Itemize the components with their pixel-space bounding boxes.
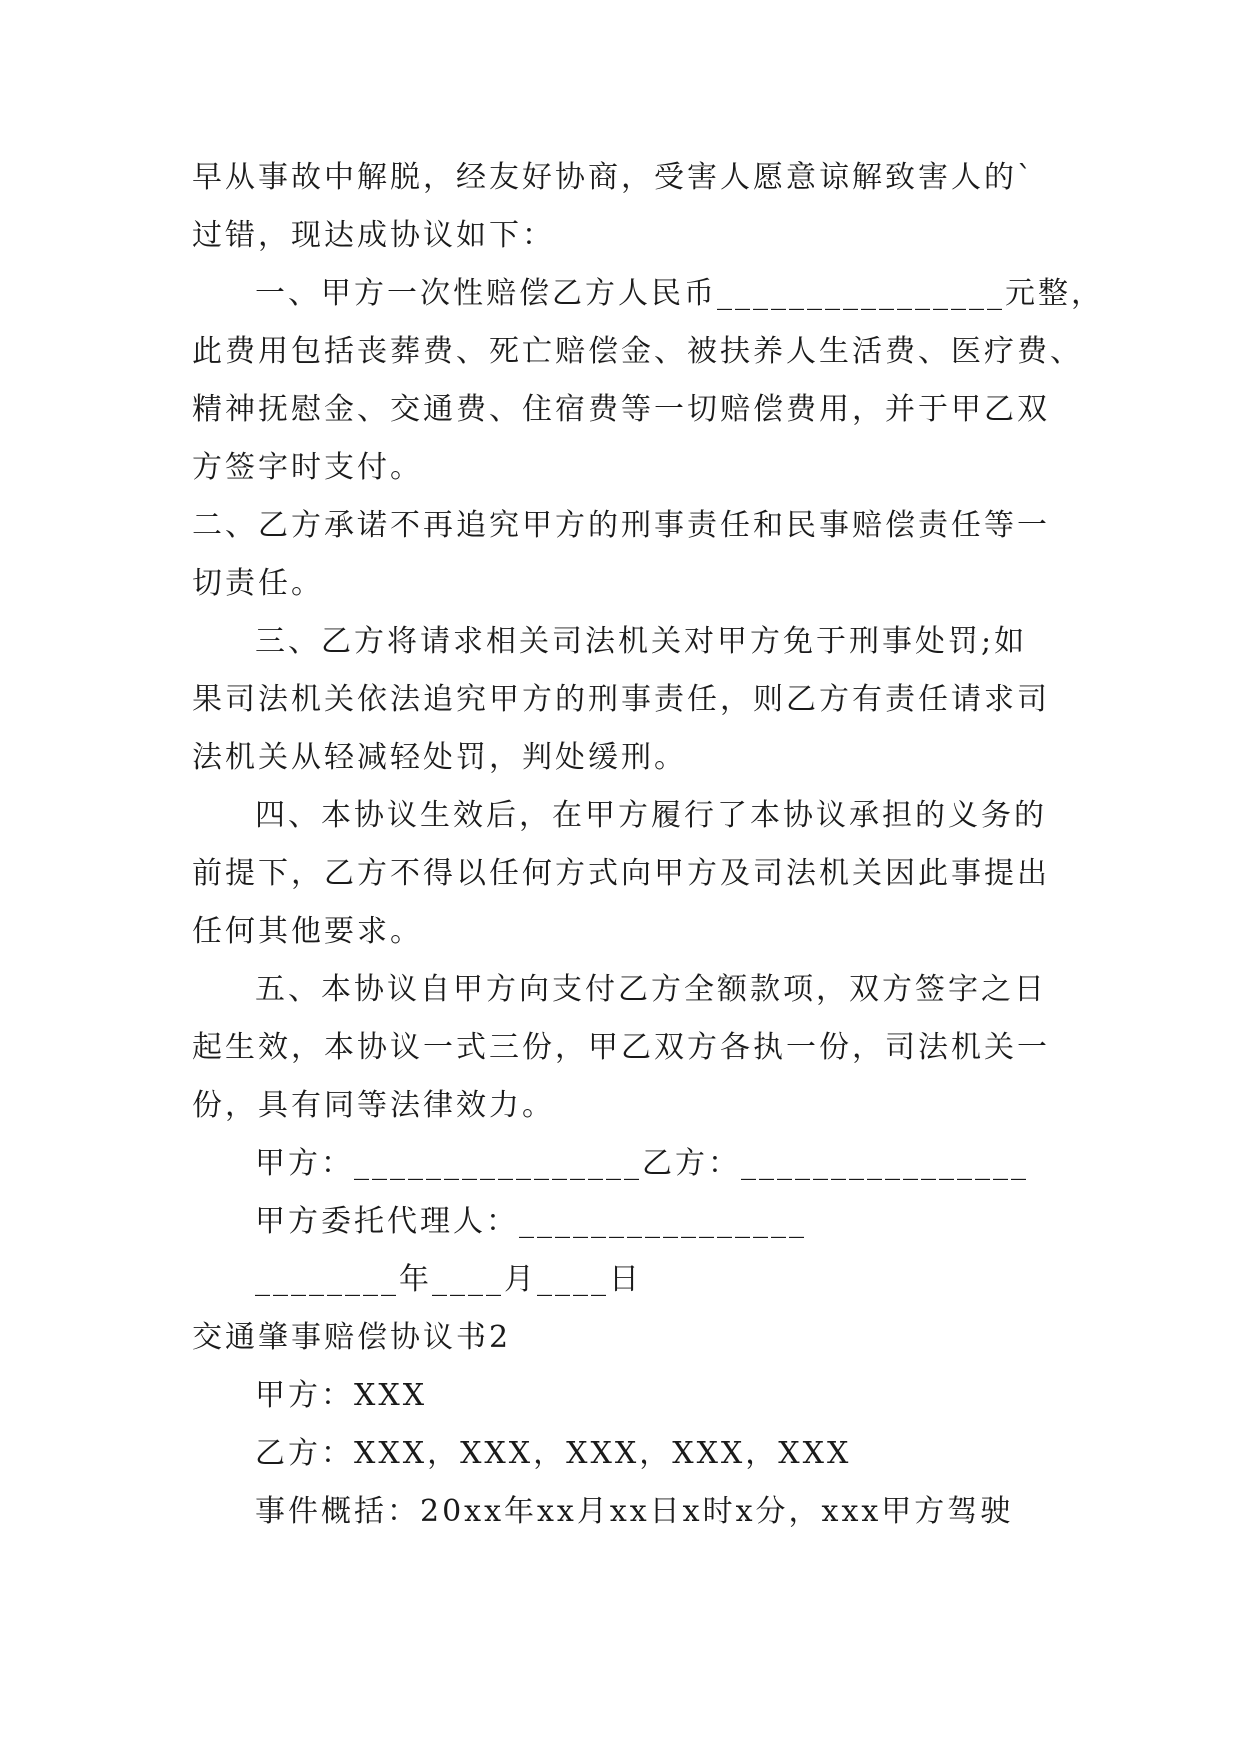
signature-parties-line: 甲方：________________乙方：________________ [255,1146,1029,1181]
party-a-line: 甲方：XXX [255,1378,428,1413]
clause-1-line: 一、甲方一次性赔偿乙方人民币________________元整， [255,276,1104,311]
party-b-line: 乙方：XXX，XXX，XXX，XXX，XXX [255,1436,852,1471]
text-line: 份，具有同等法律效力。 [192,1088,555,1123]
section-title: 交通肇事赔偿协议书2 [192,1320,512,1355]
text-line: 前提下，乙方不得以任何方式向甲方及司法机关因此事提出 [192,856,1050,891]
text-line: 此费用包括丧葬费、死亡赔偿金、被扶养人生活费、医疗费、 [192,334,1083,369]
text-line: 切责任。 [192,566,324,601]
text-line: 早从事故中解脱，经友好协商，受害人愿意谅解致害人的` [192,160,1035,195]
date-line: ________年____月____日 [255,1262,642,1297]
clause-5-line: 五、本协议自甲方向支付乙方全额款项，双方签字之日 [255,972,1047,1007]
text-line: 过错，现达成协议如下： [192,218,555,253]
clause-2-line: 二、乙方承诺不再追究甲方的刑事责任和民事赔偿责任等一 [192,508,1050,543]
text-line: 法机关从轻减轻处罚，判处缓刑。 [192,740,687,775]
clause-3-line: 三、乙方将请求相关司法机关对甲方免于刑事处罚;如 [255,624,1028,659]
text-line: 任何其他要求。 [192,914,423,949]
document-body [192,158,1104,1550]
text-line: 精神抚慰金、交通费、住宿费等一切赔偿费用，并于甲乙双 [192,392,1050,427]
event-summary-line: 事件概括：20xx年xx月xx日x时x分，xxx甲方驾驶 [255,1494,1014,1529]
text-line: 果司法机关依法追究甲方的刑事责任，则乙方有责任请求司 [192,682,1050,717]
text-line: 方签字时支付。 [192,450,423,485]
agent-signature-line: 甲方委托代理人：________________ [255,1204,807,1239]
clause-4-line: 四、本协议生效后，在甲方履行了本协议承担的义务的 [255,798,1047,833]
text-line: 起生效，本协议一式三份，甲乙双方各执一份，司法机关一 [192,1030,1050,1065]
